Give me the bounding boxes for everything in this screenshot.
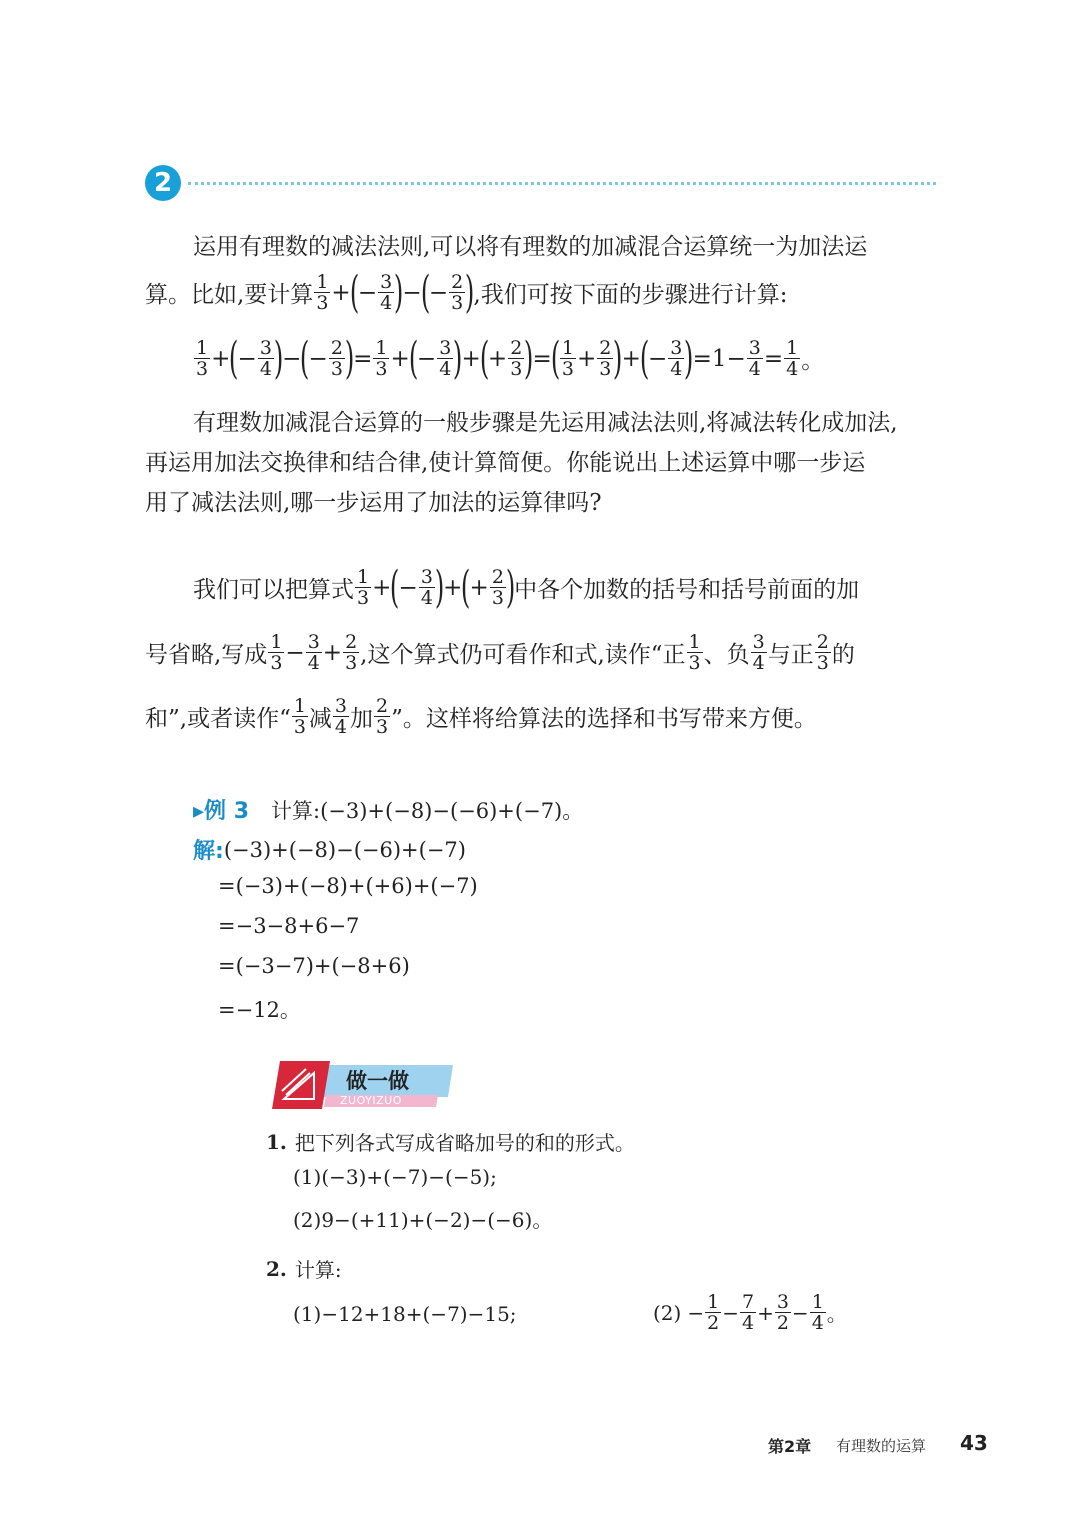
equation-line: $\frac{1}{3}$ + ( − $\frac{3}{4}$ ) − ( − $\frac{2}{3}$ ) = $\frac{1}{3}$ + ( − $\frac{3}{4}$ ) + ( + $\frac{2}{3}$ ) = ( $\frac{1}{3}$ + $\frac{2}{3}$ ) + ( − $\frac{3}{4}$ ) =1− $\frac{3}{4}$ = $\frac{1}{4}$ 。 <box>196 332 825 384</box>
exercise-1 <box>266 1127 635 1156</box>
p3-line2-text-c: 、负 <box>703 642 750 668</box>
exercise-number: 2. <box>266 1256 287 1281</box>
p3-line2-text-a: 号省略,写成 <box>145 642 268 668</box>
p1-line2: 算。比如,要计算 $\frac{1}{3}$ + ( − $\frac{3}{4}$ ) − ( − $\frac{2}{3}$ ) ,我们可按下面的步骤进行计算: <box>145 266 788 318</box>
p2-line1-text: 有理数加减混合运算的一般步骤是先运用减法法则,将减法转化成加法, <box>193 410 898 436</box>
solution-step: (−3)+(−8)−(−6)+(−7) <box>223 837 466 862</box>
solution-step: =−12。 <box>218 998 301 1022</box>
p3-line3-text-d: ”。这样将给算法的选择和书写带来方便。 <box>391 706 817 732</box>
fraction: $\frac{3}{4}$ <box>380 271 393 314</box>
solution-first-line <box>193 834 466 865</box>
p3-line3: 和”,或者读作“ $\frac{1}{3}$ 减 $\frac{3}{4}$ 加 $\frac{2}{3}$ ”。这样将给算法的选择和书写带来方便。 <box>145 695 817 738</box>
solution-step: =(−3)+(−8)+(+6)+(−7) <box>218 874 478 898</box>
p3-line2-text-d: 与正 <box>767 642 814 668</box>
p3-line2-text-b: ,这个算式仍可看作和式,读作“正 <box>360 642 686 668</box>
exercise-1-item-2: (2)9−(+11)+(−2)−(−6)。 <box>293 1208 553 1232</box>
p2-line2 <box>145 444 865 477</box>
section-divider <box>188 182 936 185</box>
p1-line1 <box>193 228 867 261</box>
example-3 <box>193 794 583 825</box>
footer-chapter: 第2章 <box>768 1437 812 1456</box>
p3-line1-text-a: 我们可以把算式 <box>193 577 354 603</box>
p3-line1-text-b: 中各个加数的括号和括号前面的加 <box>514 577 860 603</box>
p2-line3 <box>145 484 602 517</box>
exercise-number: 1. <box>266 1129 287 1154</box>
footer-title: 有理数的运算 <box>836 1437 927 1455</box>
p2-line1 <box>193 404 898 437</box>
p2-line2-text: 再运用加法交换律和结合律,使计算简便。你能说出上述运算中哪一步运 <box>145 450 866 476</box>
p2-line3-text: 用了减法法则,哪一步运用了加法的运算律吗? <box>145 490 602 516</box>
page-number: 43 <box>960 1431 988 1455</box>
example-label: ▸例 3 <box>193 799 250 824</box>
activity-tag <box>270 1061 453 1109</box>
p3-line2-text-e: 的 <box>831 642 855 668</box>
exercise-text: 计算: <box>294 1258 342 1282</box>
solution-step: =(−3−7)+(−8+6) <box>218 954 410 978</box>
p3-line2: 号省略,写成 $\frac{1}{3}$ − $\frac{3}{4}$ + $\frac{2}{3}$ ,这个算式仍可看作和式,读作“正 $\frac{1}{3}$ 、负 $\frac{3}{4}$ 与正 $\frac{2}{3}$ 的 <box>145 631 855 674</box>
p1-line1-text: 运用有理数的减法法则,可以将有理数的加减混合运算统一为加法运 <box>193 234 868 260</box>
fraction: $\frac{1}{3}$ <box>316 271 329 314</box>
exercise-1-item-1: (1)(−3)+(−7)−(−5); <box>293 1165 497 1189</box>
p3-line3-text-b: 减 <box>308 706 332 732</box>
p1-line2-text-a: 算。比如,要计算 <box>145 282 314 308</box>
activity-pinyin: ZUOYIZUO <box>340 1094 402 1107</box>
activity-title: 做一做 <box>346 1069 409 1093</box>
p3-line3-text-c: 加 <box>350 706 374 732</box>
example-question: 计算:(−3)+(−8)−(−6)+(−7)。 <box>271 798 584 823</box>
section-number-badge: 2 <box>145 165 181 201</box>
exercise-2 <box>266 1254 342 1283</box>
exercise-text: 把下列各式写成省略加号的和的形式。 <box>294 1131 635 1155</box>
p3-line3-text-a: 和”,或者读作“ <box>145 706 291 732</box>
solution-label: 解: <box>193 839 224 864</box>
p3-line1: 我们可以把算式 $\frac{1}{3}$ + ( − $\frac{3}{4}$ ) + ( + $\frac{2}{3}$ ) 中各个加数的括号和括号前面的加 <box>193 561 860 613</box>
exercise-2-item-2: (2) − $\frac{1}{2}$ − $\frac{7}{4}$ + $\frac{3}{2}$ − $\frac{1}{4}$ 。 <box>653 1291 847 1334</box>
fraction: $\frac{2}{3}$ <box>451 271 464 314</box>
exercise-item-label: (2) <box>653 1300 682 1325</box>
p1-line2-text-b: ,我们可按下面的步骤进行计算: <box>473 282 788 308</box>
exercise-2-item-1: (1)−12+18+(−7)−15; <box>293 1302 517 1326</box>
solution-step: =−3−8+6−7 <box>218 914 360 938</box>
